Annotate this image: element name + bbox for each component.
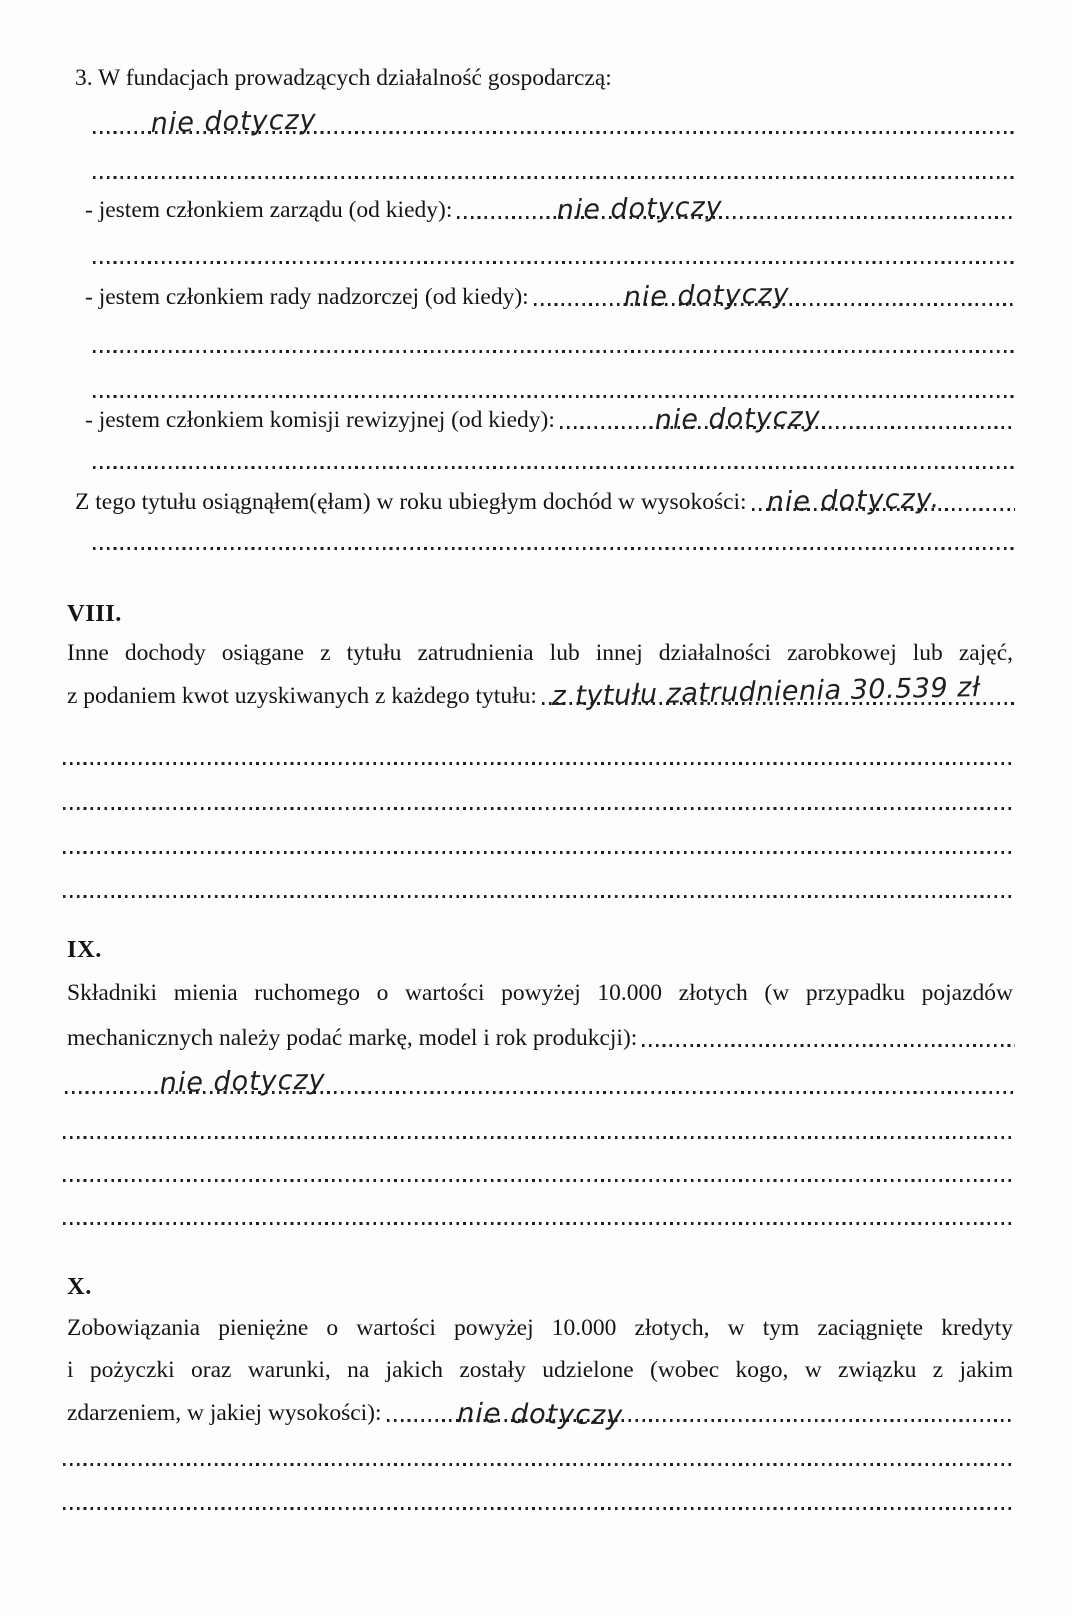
section-viii-heading: VIII.: [67, 600, 122, 627]
section3-income-row: [75, 480, 1015, 516]
dotted-line: [63, 762, 1015, 765]
section-viii-body-line1: Inne dochody osiągane z tytułu zatrudnienia lub innej działalności zarobkowej lub zajęć,: [67, 640, 1013, 666]
dotted-line: [93, 176, 1015, 179]
section3-supervisory-label: - jestem członkiem rady nadzorczej (od kiedy):: [85, 283, 529, 310]
section3-heading: 3. W fundacjach prowadzących działalność gospodarczą:: [75, 65, 612, 91]
dotted-fill: [534, 275, 1015, 313]
dotted-fill: [752, 480, 1015, 518]
section-x-answer-row: [67, 1391, 1015, 1432]
dotted-fill: [542, 672, 1015, 712]
section3-audit-handwritten-answer: nie dotyczy: [654, 401, 821, 436]
section3-board-handwritten-answer: nie dotyczy: [556, 191, 724, 226]
section-x-body-line1: Zobowiązania pieniężne o wartości powyżej 10.000 złotych, w tym zaciągnięte kredyty: [67, 1315, 1013, 1341]
section3-supervisory-row: [85, 275, 1015, 311]
dotted-line: [63, 807, 1015, 810]
dotted-line: [93, 350, 1015, 353]
section3-activity-answer-line: [93, 104, 1015, 139]
section-ix-answer-line: [65, 1064, 1015, 1099]
section-ix-body-line1: Składniki mienia ruchomego o wartości powyżej 10.000 złotych (w przypadku pojazdów: [67, 980, 1013, 1006]
dotted-line: [63, 851, 1015, 854]
section3-income-handwritten-answer: nie dotyczy.: [765, 483, 941, 518]
section-x-body-line3: zdarzeniem, w jakiej wysokości):: [67, 1399, 382, 1426]
section-viii-answer-row: [67, 674, 1015, 710]
section3-board-row: [85, 188, 1015, 224]
dotted-line: [63, 1136, 1015, 1139]
dotted-line: [63, 1507, 1015, 1510]
section-ix-body-row2: [67, 1016, 1015, 1052]
dotted-line: [93, 261, 1015, 264]
section3-activity-handwritten-answer: nie dotyczy: [150, 104, 317, 139]
section-x-heading: X.: [67, 1273, 92, 1300]
dotted-line: [63, 1179, 1015, 1182]
section-ix-heading: IX.: [67, 936, 102, 963]
dotted-fill: [457, 188, 1015, 226]
section3-board-label: - jestem członkiem zarządu (od kiedy):: [85, 196, 453, 223]
section3-audit-row: [85, 398, 1015, 434]
section3-income-label: Z tego tytułu osiągnąłem(ęłam) w roku ubiegłym dochód w wysokości:: [75, 488, 747, 515]
section-x-handwritten-answer: nie dotyczy: [456, 1398, 623, 1432]
dotted-fill: [642, 1016, 1015, 1047]
section-x-body-line2: i pożyczki oraz warunki, na jakich zostały udzielone (wobec kogo, w związku z jakim: [67, 1357, 1013, 1383]
dotted-line: [63, 895, 1015, 898]
dotted-line: [93, 466, 1015, 469]
section3-audit-label: - jestem członkiem komisji rewizyjnej (od kiedy):: [85, 406, 555, 433]
section-ix-body-line2: mechanicznych należy podać markę, model i rok produkcji):: [67, 1024, 638, 1051]
section-viii-handwritten-answer: z tytułu zatrudnienia 30.539 zł: [551, 672, 981, 712]
dotted-line: [63, 1463, 1015, 1466]
section-viii-body-line2: z podaniem kwot uzyskiwanych z każdego tytułu:: [67, 682, 537, 709]
section3-supervisory-handwritten-answer: nie dotyczy: [623, 278, 790, 313]
dotted-fill: [560, 398, 1015, 436]
section-ix-handwritten-answer: nie dotyczy: [159, 1064, 326, 1099]
dotted-line: [93, 547, 1015, 550]
dotted-line: [63, 1222, 1015, 1225]
dotted-fill: [387, 1391, 1015, 1432]
